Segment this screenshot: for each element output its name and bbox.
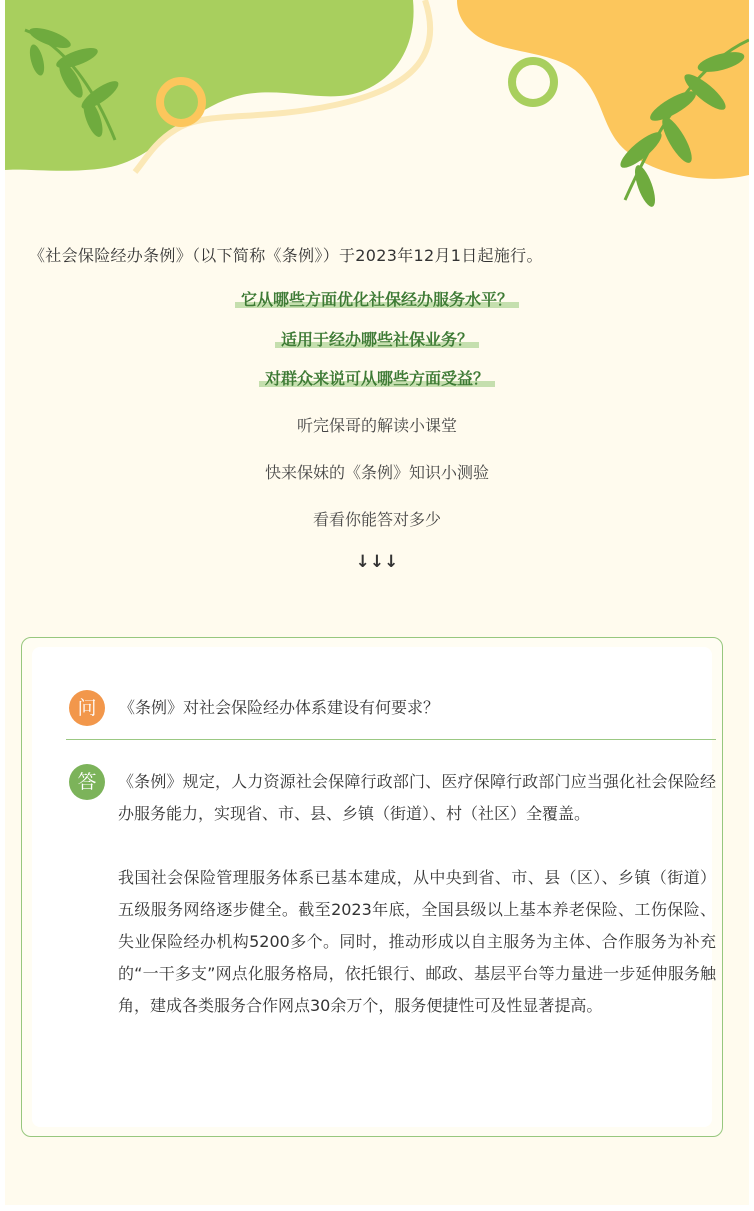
highlight-question-1: 它从哪些方面优化社保经办服务水平？ bbox=[5, 287, 749, 310]
intro-text: 《社会保险经办条例》（以下简称《条例》）于2023年12月1日起施行。 bbox=[29, 246, 543, 265]
qa-divider bbox=[66, 739, 716, 740]
teaser-line-1: 听完保哥的解读小课堂 bbox=[296, 416, 457, 435]
question-badge: 问 bbox=[69, 690, 105, 726]
qa-card bbox=[21, 637, 723, 1137]
highlight-question-3: 对群众来说可从哪些方面受益？ bbox=[5, 366, 749, 389]
down-arrows: ↓↓↓ bbox=[355, 552, 399, 572]
answer-body bbox=[118, 766, 716, 1022]
teaser-line-3: 看看你能答对多少 bbox=[312, 510, 441, 529]
header-decoration bbox=[5, 0, 749, 215]
teaser-line-2: 快来保妹的《条例》知识小测验 bbox=[264, 463, 489, 482]
answer-paragraph-2: 我国社会保险管理服务体系已基本建成，从中央到省、市、县（区）、乡镇（街道）五级服务网络逐步健全。截至2023年底，全国县级以上基本养老保险、工伤保险、失业保险经办机构5200多个。同时，推动形成以自主服务为主体、合作服务为补充的“一干多支”网点化服务格局，依托银行、邮政、基层平台等力量进一步延伸服务触角，建成各类服务合作网点30余万个，服务便捷性可及性显著提高。 bbox=[118, 868, 716, 1015]
qa-card-inner bbox=[32, 647, 716, 1127]
question-text: 《条例》对社会保险经办体系建设有何要求？ bbox=[119, 698, 440, 717]
article-page bbox=[5, 0, 749, 1205]
green-ring bbox=[512, 61, 554, 103]
answer-badge: 答 bbox=[69, 764, 105, 800]
highlight-question-2: 适用于经办哪些社保业务？ bbox=[5, 327, 749, 350]
answer-paragraph-1: 《条例》规定，人力资源社会保障行政部门、医疗保障行政部门应当强化社会保险经办服务能力，实现省、市、县、乡镇（街道）、村（社区）全覆盖。 bbox=[118, 772, 716, 823]
